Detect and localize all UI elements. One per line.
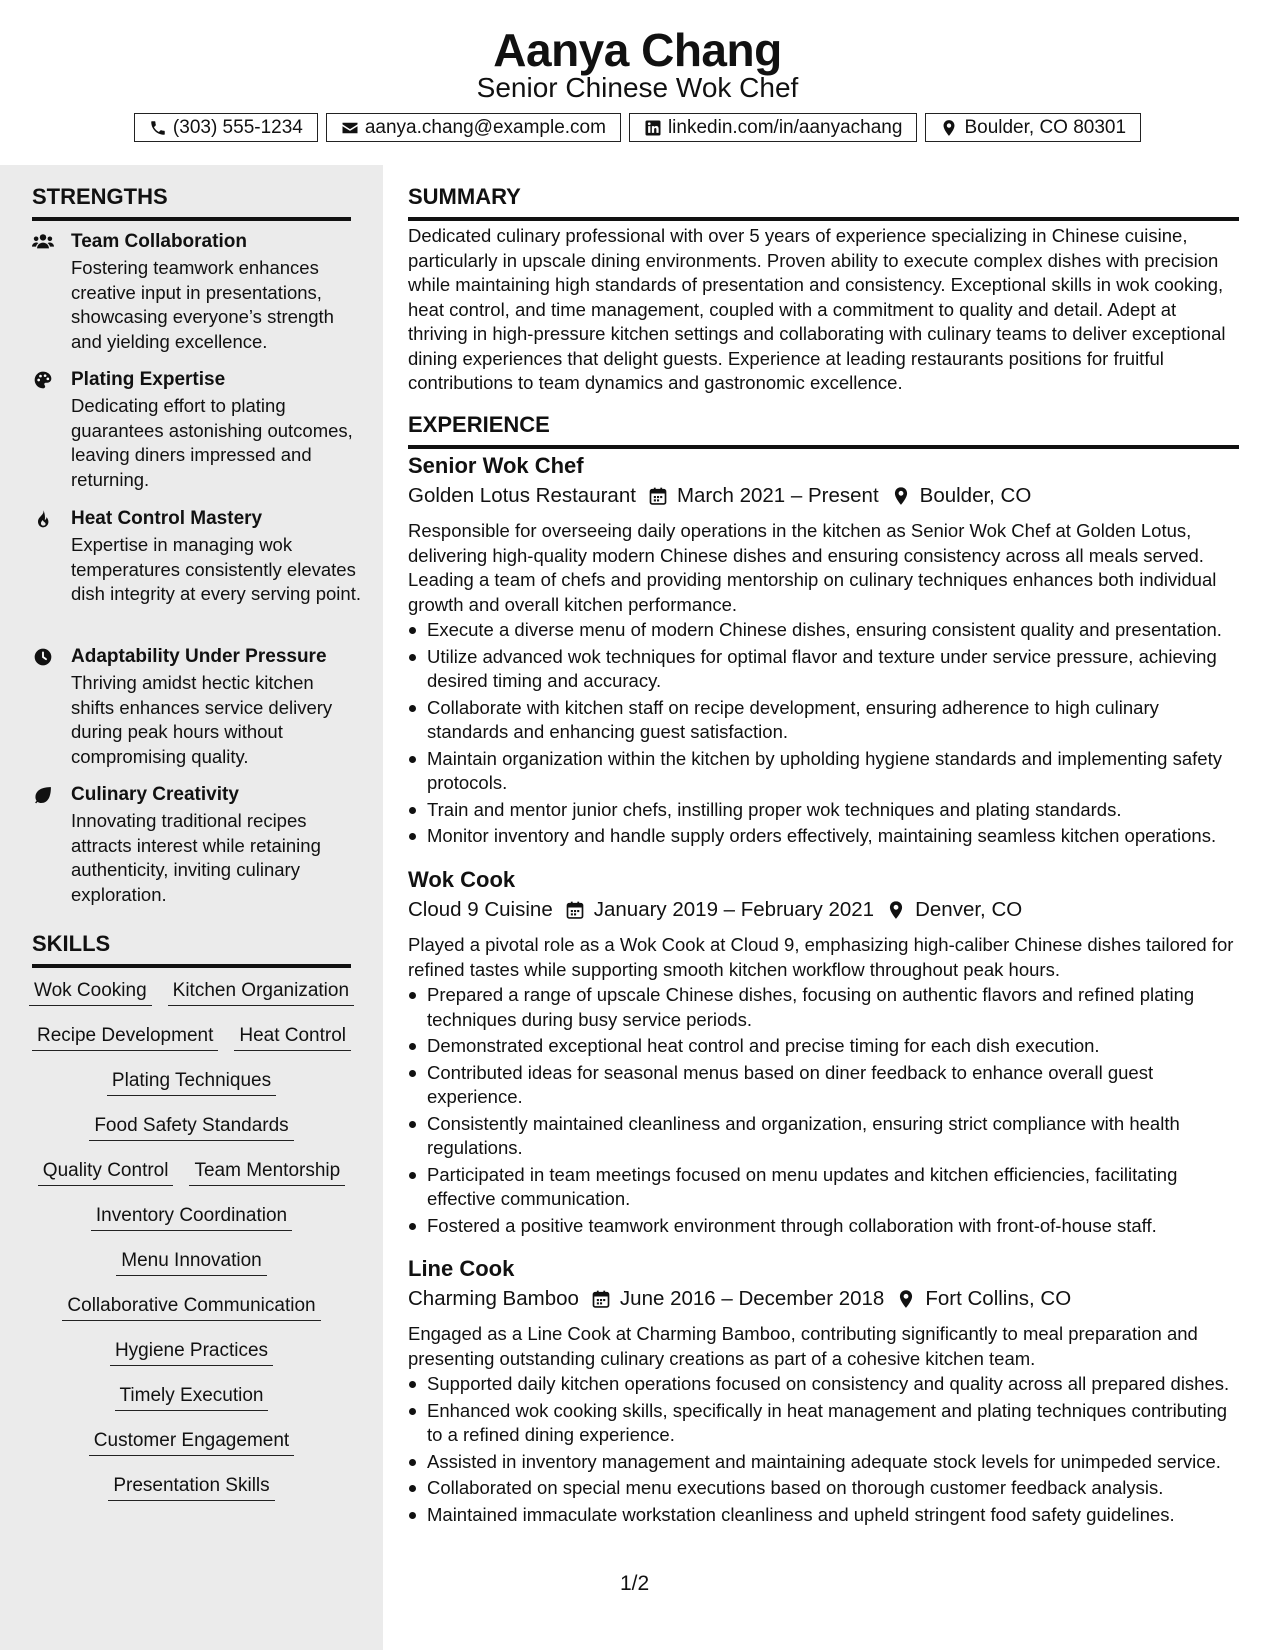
- skill-row: [32, 1023, 351, 1068]
- map-marker-icon: [940, 119, 958, 137]
- calendar-icon: [648, 486, 668, 506]
- experience-divider: [408, 445, 1239, 449]
- contact-location[interactable]: [925, 113, 1141, 142]
- job-dates: June 2016 – December 2018: [619, 1287, 885, 1310]
- candidate-title: Senior Chinese Wok Chef: [476, 72, 799, 103]
- strengths-section-header: [32, 183, 351, 221]
- bullet-item: Consistently maintained cleanliness and organization, ensuring strict compliance with health regulations.: [408, 1112, 1239, 1161]
- calendar-icon: [565, 900, 585, 920]
- job-description: Engaged as a Line Cook at Charming Bamboo, contributing significantly to meal preparation and presenting outstanding culinary creations as part of a cohesive kitchen team.: [408, 1323, 1198, 1369]
- skill-row: [32, 1158, 351, 1203]
- job-bullets: [408, 618, 1239, 851]
- contact-phone-text: (303) 555-1234: [172, 116, 303, 138]
- skill-tag: Presentation Skills: [108, 1473, 274, 1501]
- calendar-icon: [591, 1289, 611, 1309]
- skill-tag: Quality Control: [38, 1158, 174, 1186]
- skill-tag: Timely Execution: [115, 1383, 269, 1411]
- job-company: Charming Bamboo: [408, 1287, 579, 1310]
- strength-description: Dedicating effort to plating guarantees astonishing outcomes, leaving diners impressed and returning.: [71, 395, 353, 490]
- contact-bar: [0, 113, 1275, 142]
- bullet-item: Execute a diverse menu of modern Chinese dishes, ensuring consistent quality and presentation.: [408, 618, 1239, 643]
- job-company: Golden Lotus Restaurant: [408, 484, 636, 507]
- envelope-icon: [341, 119, 359, 137]
- bullet-item: Demonstrated exceptional heat control and precise timing for each dish execution.: [408, 1034, 1239, 1059]
- summary-divider: [408, 217, 1239, 221]
- map-marker-icon: [886, 900, 906, 920]
- bullet-item: Utilize advanced wok techniques for optimal flavor and texture under service pressure, achieving desired timing and accuracy.: [408, 645, 1239, 694]
- bullet-item: Collaborate with kitchen staff on recipe development, ensuring adherence to high culinary standards and enhancing guest satisfaction.: [408, 696, 1239, 745]
- bullet-item: Enhanced wok cooking skills, specifically in heat management and plating techniques contributing to a refined dining experience.: [408, 1399, 1239, 1448]
- bullet-item: Prepared a range of upscale Chinese dishes, focusing on authentic flavors and refined plating techniques during busy service periods.: [408, 983, 1239, 1032]
- palette-icon: [32, 370, 56, 390]
- fire-icon: [32, 509, 56, 529]
- job-location: Fort Collins, CO: [925, 1287, 1072, 1310]
- page-number: 1/2: [620, 1572, 650, 1595]
- strength-title: Heat Control Mastery: [71, 508, 263, 529]
- skills-list: [32, 978, 351, 1518]
- skills-divider: [32, 964, 351, 968]
- summary-text: Dedicated culinary professional with over 5 years of experience specializing in Chinese cuisine, particularly in upscale dining environments. Proven ability to execute complex dishes with precision while maintaining high standards of presentation and consistency. Exceptional skills in wok cooking, heat control, and time management, coupled with a commitment to quality and detail. Adept at thriving in high-pressure kitchen settings and collaborating with culinary teams to deliver exceptional dining experiences that delight guests. Experience at leading restaurants positions for fruitful contributions to team dynamics and gastronomic excellence.: [408, 225, 1226, 393]
- skill-tag: Menu Innovation: [116, 1248, 267, 1276]
- skill-row: [32, 1293, 351, 1338]
- strength-description: Innovating traditional recipes attracts interest while retaining authenticity, inviting culinary exploration.: [71, 810, 321, 905]
- strength-title: Culinary Creativity: [71, 784, 239, 805]
- skill-row: [32, 1338, 351, 1383]
- skill-row: [32, 1383, 351, 1428]
- skill-row: [32, 1248, 351, 1293]
- skill-tag: Inventory Coordination: [91, 1203, 292, 1231]
- job-dates: January 2019 – February 2021: [593, 898, 875, 921]
- skills-section-header: [32, 930, 351, 968]
- experience-heading: EXPERIENCE: [408, 412, 550, 437]
- job-title: Line Cook: [408, 1256, 515, 1281]
- job-meta: [408, 1285, 1071, 1313]
- bullet-item: Supported daily kitchen operations focused on consistency and quality across all prepared dishes.: [408, 1372, 1239, 1397]
- skill-row: [32, 1113, 351, 1158]
- contact-linkedin-text: linkedin.com/in/aanyachang: [667, 116, 903, 138]
- strengths-heading: STRENGTHS: [32, 184, 168, 209]
- job-title: Senior Wok Chef: [408, 453, 584, 478]
- contact-email[interactable]: [326, 113, 621, 142]
- skill-row: [32, 1068, 351, 1113]
- job-company: Cloud 9 Cuisine: [408, 898, 553, 921]
- phone-icon: [149, 119, 167, 137]
- clock-icon: [32, 647, 56, 667]
- job-bullets: [408, 983, 1239, 1240]
- users-icon: [32, 232, 56, 252]
- job-description: Played a pivotal role as a Wok Cook at Cloud 9, emphasizing high-caliber Chinese dishes tailored for refined tastes while supporting smooth kitchen workflow throughout peak hours.: [408, 934, 1234, 980]
- skill-tag: Heat Control: [234, 1023, 351, 1051]
- skill-tag: Collaborative Communication: [62, 1293, 320, 1321]
- strengths-divider: [32, 217, 351, 221]
- skill-tag: Team Mentorship: [189, 1158, 345, 1186]
- bullet-item: Maintained immaculate workstation cleanliness and upheld stringent food safety guidelines.: [408, 1503, 1239, 1528]
- resume-header: [0, 0, 1275, 165]
- job-bullets: [408, 1372, 1239, 1529]
- bullet-item: Monitor inventory and handle supply orders effectively, maintaining seamless kitchen operations.: [408, 824, 1239, 849]
- bullet-item: Train and mentor junior chefs, instilling proper wok techniques and plating standards.: [408, 798, 1239, 823]
- job-title: Wok Cook: [408, 867, 516, 892]
- bullet-item: Assisted in inventory management and maintaining adequate stock levels for unimpeded service.: [408, 1450, 1239, 1475]
- bullet-item: Participated in team meetings focused on menu updates and kitchen efficiencies, facilitating effective communication.: [408, 1163, 1239, 1212]
- bullet-item: Fostered a positive teamwork environment through collaboration with front-of-house staff.: [408, 1214, 1239, 1239]
- bullet-item: Contributed ideas for seasonal menus based on diner feedback to enhance overall guest experience.: [408, 1061, 1239, 1110]
- skill-tag: Customer Engagement: [89, 1428, 294, 1456]
- leaf-icon: [32, 785, 56, 805]
- bullet-item: Collaborated on special menu executions based on thorough customer feedback analysis.: [408, 1476, 1239, 1501]
- job-meta: [408, 896, 1022, 924]
- skill-row: [32, 1203, 351, 1248]
- skill-row: [32, 1428, 351, 1473]
- contact-email-text: aanya.chang@example.com: [364, 116, 606, 138]
- strength-description: Expertise in managing wok temperatures consistently elevates dish integrity at every serving point.: [71, 534, 361, 604]
- strength-description: Fostering teamwork enhances creative input in presentations, showcasing everyone’s strength and yielding excellence.: [71, 257, 334, 352]
- skills-heading: SKILLS: [32, 931, 111, 956]
- skill-row: [32, 1473, 351, 1518]
- contact-phone[interactable]: [134, 113, 318, 142]
- strength-title: Plating Expertise: [71, 369, 226, 390]
- summary-section-header: [408, 183, 1239, 221]
- skill-tag: Wok Cooking: [29, 978, 152, 1006]
- map-marker-icon: [896, 1289, 916, 1309]
- job-dates: March 2021 – Present: [676, 484, 879, 507]
- candidate-name: Aanya Chang: [493, 24, 782, 76]
- job-description: Responsible for overseeing daily operations in the kitchen as Senior Wok Chef at Golden Lotus, delivering high-quality modern Chinese dishes and ensuring consistency across all meals served. Leading a team of chefs and providing mentorship on culinary techniques enhances both individual growth and overall kitchen performance.: [408, 520, 1217, 615]
- summary-heading: SUMMARY: [408, 184, 521, 209]
- job-location: Denver, CO: [915, 898, 1023, 921]
- strength-title: Adaptability Under Pressure: [71, 646, 327, 667]
- bullet-item: Maintain organization within the kitchen by upholding hygiene standards and implementing safety protocols.: [408, 747, 1239, 796]
- skill-tag: Kitchen Organization: [168, 978, 354, 1006]
- skill-tag: Plating Techniques: [107, 1068, 276, 1096]
- job-meta: [408, 482, 1031, 510]
- job-location: Boulder, CO: [919, 484, 1032, 507]
- skill-tag: Hygiene Practices: [110, 1338, 273, 1366]
- skill-tag: Recipe Development: [32, 1023, 218, 1051]
- contact-linkedin[interactable]: [629, 113, 918, 142]
- linkedin-icon: [644, 119, 662, 137]
- contact-location-text: Boulder, CO 80301: [964, 116, 1127, 138]
- skill-row: [32, 978, 351, 1023]
- strength-description: Thriving amidst hectic kitchen shifts enhances service delivery during peak hours without compromising quality.: [71, 672, 333, 767]
- experience-section-header: [408, 411, 1239, 449]
- strength-title: Team Collaboration: [71, 231, 247, 252]
- map-marker-icon: [891, 486, 911, 506]
- skill-tag: Food Safety Standards: [89, 1113, 293, 1141]
